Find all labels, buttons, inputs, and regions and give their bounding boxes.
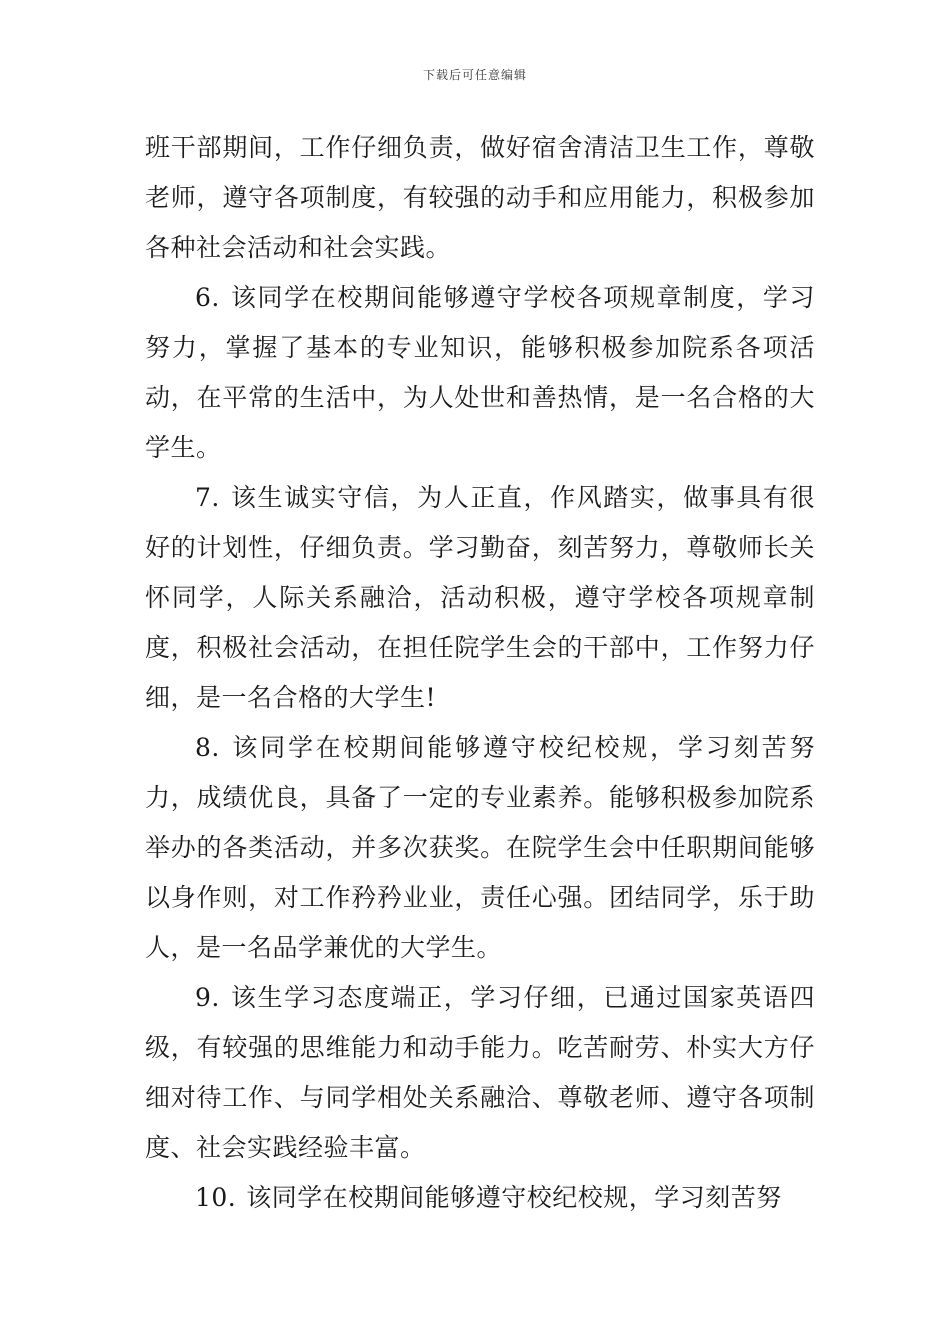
paragraph-text: 该同学在校期间能够遵守校纪校规，学习刻苦努 [246, 1183, 782, 1212]
paragraph-item-9 [145, 973, 815, 1173]
paragraph-number: 9. [195, 983, 220, 1012]
paragraph-item-8 [145, 723, 815, 973]
paragraph-number: 8. [195, 733, 220, 762]
paragraph-item-7 [145, 473, 815, 723]
paragraph-text: 该生诚实守信，为人正直，作风踏实，做事具有很好的计划性，仔细负责。学习勤奋，刻苦努力，尊敬师长关怀同学，人际关系融洽，活动积极，遵守学校各项规章制度，积极社会活动，在担任院学生会的干部中，工作努力仔细，是一名合格的大学生! [145, 483, 815, 712]
paragraph-text: 该同学在校期间能够遵守校纪校规，学习刻苦努力，成绩优良，具备了一定的专业素养。能够积极参加院系举办的各类活动，并多次获奖。在院学生会中任职期间能够以身作则，对工作矜矜业业，责任心强。团结同学，乐于助人，是一名品学兼优的大学生。 [145, 733, 815, 962]
paragraph-number: 7. [195, 483, 220, 512]
paragraph-text: 班干部期间，工作仔细负责，做好宿舍清洁卫生工作，尊敬老师，遵守各项制度，有较强的动手和应用能力，积极参加各种社会活动和社会实践。 [145, 133, 815, 262]
paragraph-number: 10. [195, 1183, 237, 1212]
page-header: 下载后可任意编辑 [422, 68, 527, 82]
paragraph-item-6 [145, 273, 815, 473]
document-body [145, 123, 815, 1223]
paragraph-text: 该生学习态度端正，学习仔细，已通过国家英语四级，有较强的思维能力和动手能力。吃苦耐劳、朴实大方仔细对待工作、与同学相处关系融洽、尊敬老师、遵守各项制度、社会实践经验丰富。 [145, 983, 815, 1162]
paragraph-item-10 [145, 1173, 815, 1223]
paragraph-text: 该同学在校期间能够遵守学校各项规章制度，学习努力，掌握了基本的专业知识，能够积极参加院系各项活动，在平常的生活中，为人处世和善热情，是一名合格的大学生。 [145, 283, 815, 462]
paragraph-number: 6. [195, 283, 220, 312]
paragraph-continued [145, 123, 815, 273]
